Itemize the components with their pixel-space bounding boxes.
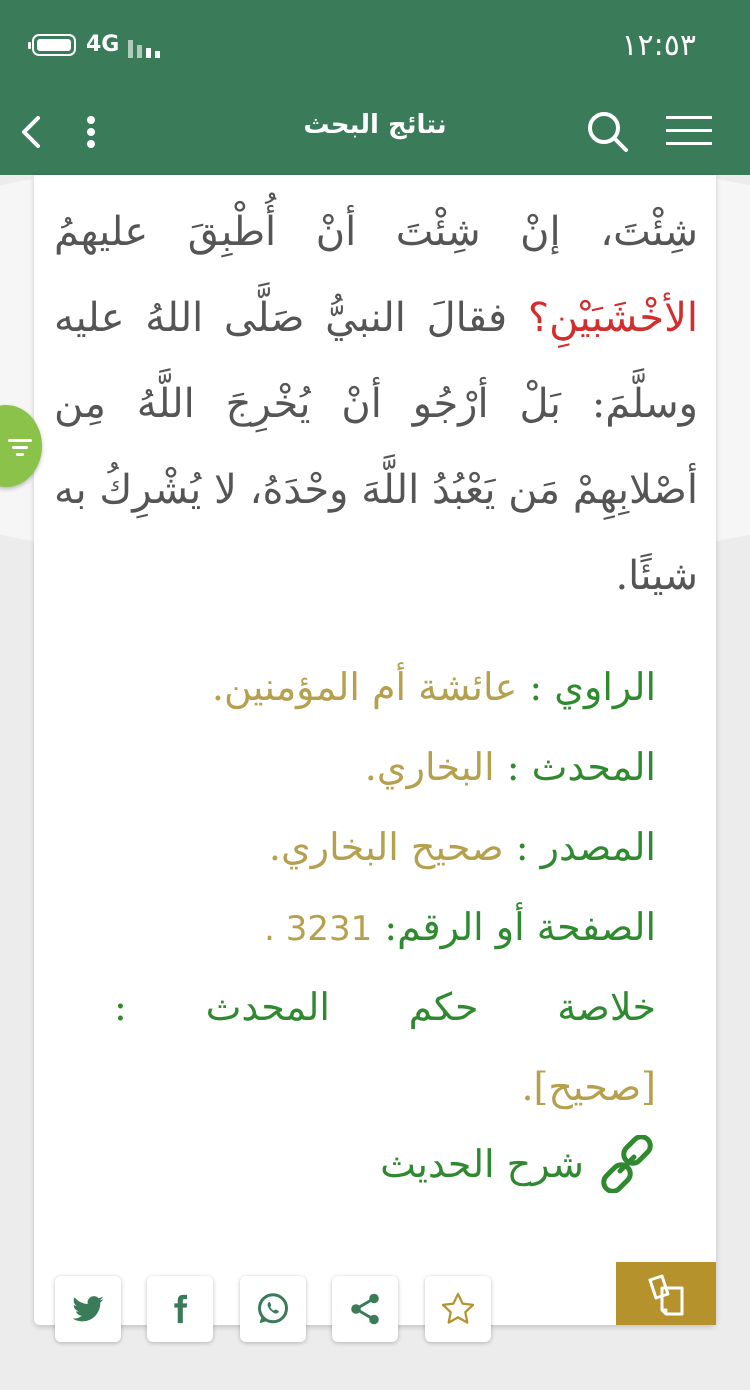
narrator-row [34, 665, 656, 709]
status-time: ١٢:٥٣ [621, 28, 696, 63]
whatsapp-button[interactable] [240, 1276, 306, 1342]
star-icon [439, 1290, 477, 1328]
twitter-icon [71, 1292, 105, 1326]
muhaddith-row [34, 745, 656, 789]
ruling-row [114, 985, 656, 1029]
ruling-value-row [34, 1065, 656, 1109]
source-value: صحيح البخاري. [268, 825, 504, 869]
muhaddith-label: المحدث : [506, 745, 656, 789]
ruling-value: [صحيح]. [521, 1065, 656, 1109]
page-number-label: الصفحة أو الرقم: [384, 905, 656, 949]
filter-icon [8, 439, 32, 457]
copy-icon [642, 1270, 690, 1318]
search-icon[interactable] [584, 108, 632, 156]
hadith-text-after: فقالَ النبيُّ صَلَّى اللهُ عليه وسلَّمَ: بَلْ أرْجُو أنْ يُخْرِجَ اللَّهُ مِن أصْلابِهِمْ مَن يَعْبُدُ اللَّهَ وحْدَهُ، لا يُشْرِكُ به شيئًا. [54, 295, 698, 599]
app-bar [0, 90, 750, 175]
whatsapp-icon [255, 1291, 291, 1327]
source-row [34, 825, 656, 869]
narrator-value: عائشة أم المؤمنين. [211, 665, 518, 709]
signal-icon [128, 36, 168, 58]
page-title: نتائج البحث [303, 110, 447, 140]
ruling-colon: : [114, 985, 127, 1029]
network-type: 4G [86, 32, 120, 57]
narrator-label: الراوي : [529, 665, 656, 709]
facebook-icon [163, 1292, 197, 1326]
ruling-word-judgment: حكم [408, 985, 479, 1029]
status-bar [0, 0, 750, 90]
explain-hadith-link[interactable] [380, 1135, 656, 1193]
hadith-highlight: الأخْشَبَيْنِ؟ [527, 295, 699, 341]
source-label: المصدر : [515, 825, 656, 869]
ruling-word-summary: خلاصة [557, 985, 656, 1029]
share-icon [347, 1291, 383, 1327]
page-number-value: 3231 . [264, 909, 373, 949]
copy-button[interactable] [616, 1262, 716, 1325]
link-icon [598, 1135, 656, 1193]
muhaddith-value: البخاري. [364, 745, 495, 789]
favorite-button[interactable] [425, 1276, 491, 1342]
ruling-word-muhaddith: المحدث [205, 985, 330, 1029]
hadith-text-before: شِئْتَ، إنْ شِئْتَ أنْ أُطْبِقَ عليهمُ [54, 209, 698, 255]
facebook-button[interactable] [147, 1276, 213, 1342]
twitter-button[interactable] [55, 1276, 121, 1342]
explain-hadith-label: شرح الحديث [380, 1142, 584, 1186]
hadith-card [34, 175, 716, 1325]
hadith-text [54, 189, 698, 619]
page-number-row [34, 905, 656, 949]
menu-icon[interactable] [666, 116, 712, 150]
share-button[interactable] [332, 1276, 398, 1342]
battery-icon [32, 34, 76, 56]
